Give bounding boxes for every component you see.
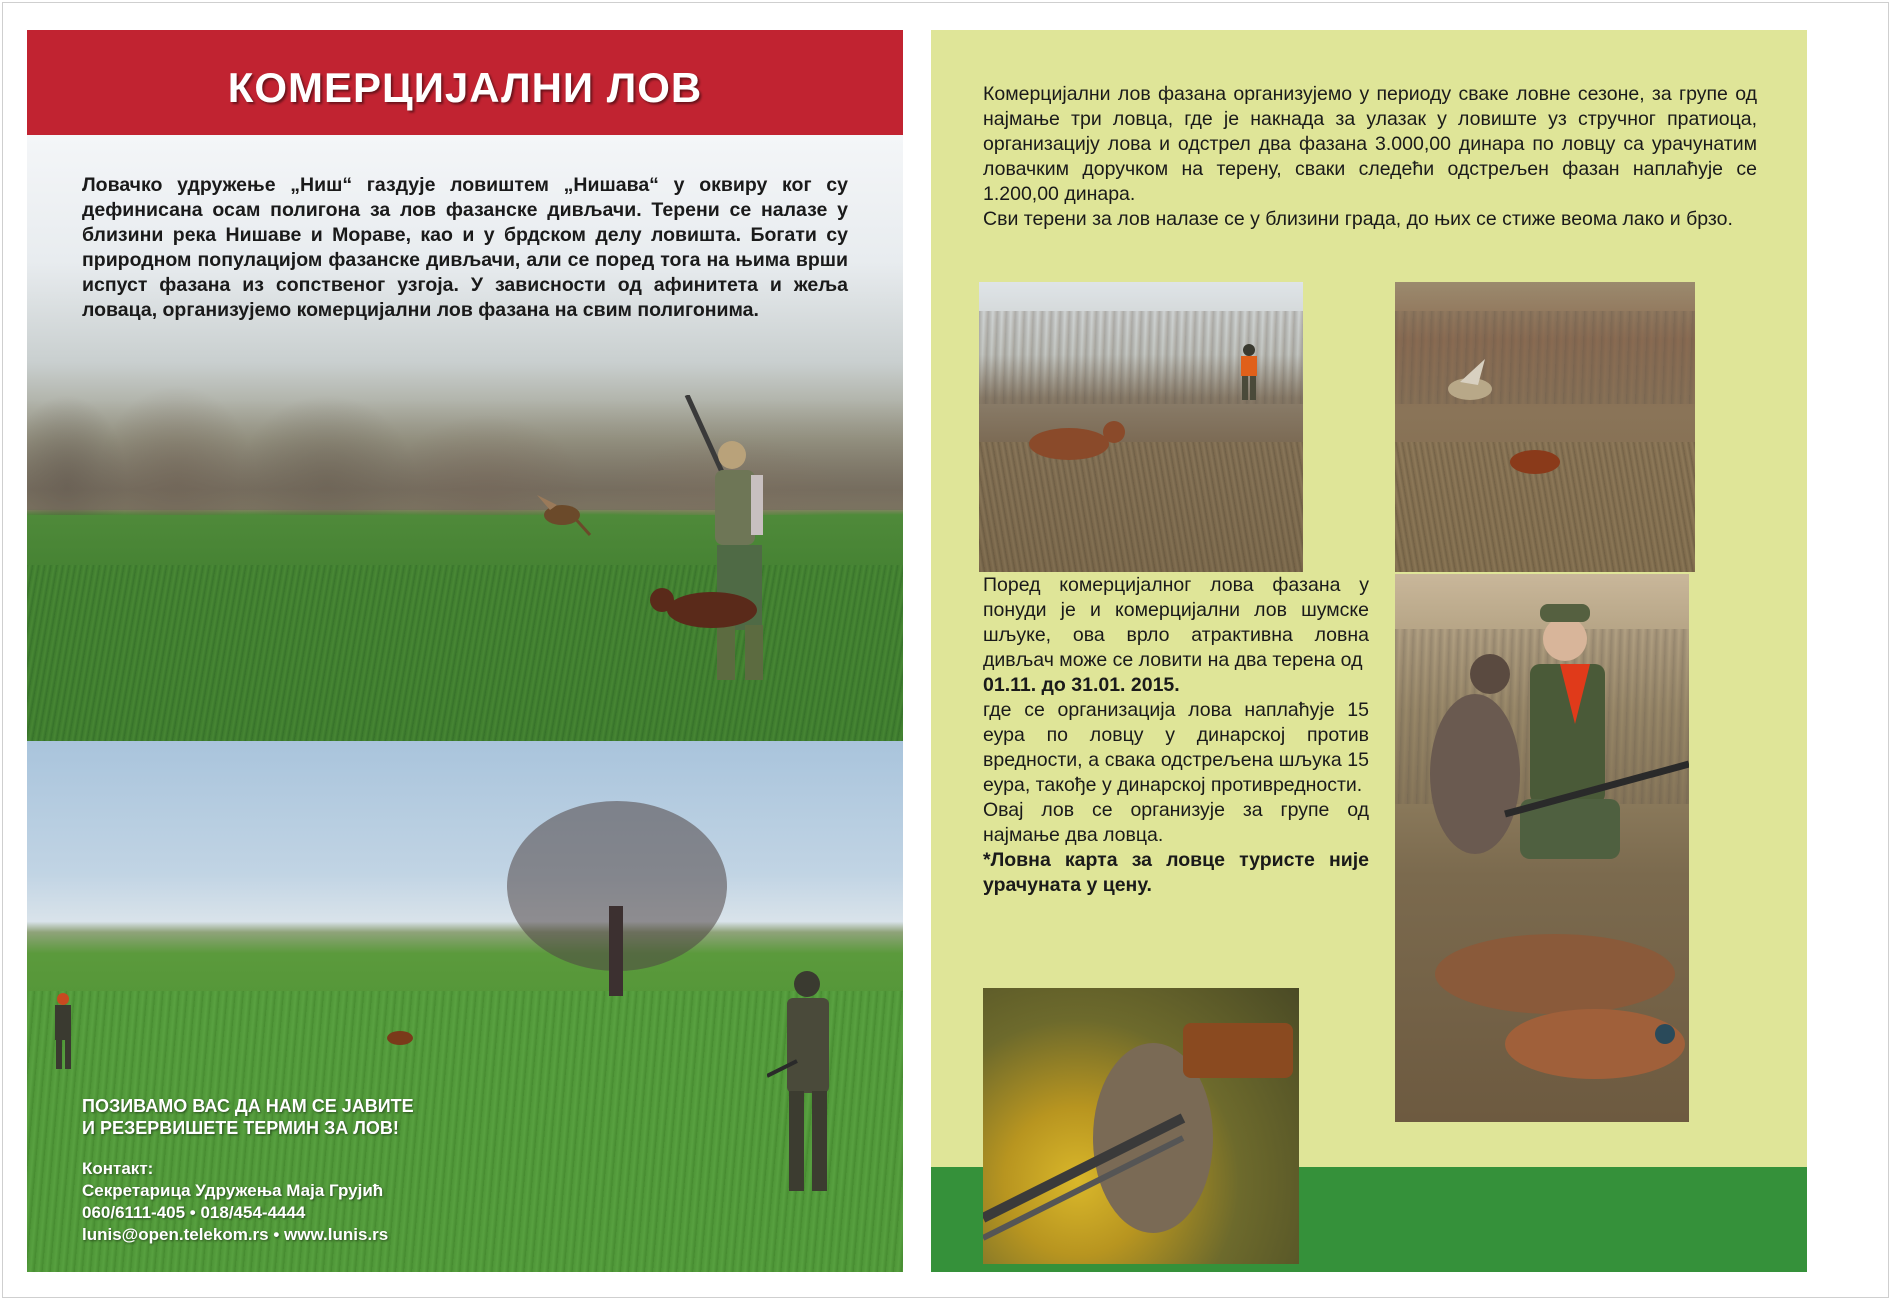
- woodcock-pricing: где се организација лова наплаћује 15 еура по ловцу у динарској против вредности, а свака одстрељена шљука 15 еура, такође у динарској противредности.: [983, 699, 1369, 796]
- hunter-woman-figure: [677, 395, 787, 695]
- right-page: [931, 30, 1807, 1272]
- hunter-man-figure: [767, 966, 842, 1196]
- group-size-note: Овај лов се организује за групе од најмање два ловца.: [983, 799, 1369, 846]
- woodcock-shotgun-scene: [983, 988, 1299, 1264]
- invitation-line-2: И РЕЗЕРВИШЕТЕ ТЕРМИН ЗА ЛОВ!: [82, 1118, 399, 1138]
- contact-phones: 060/6111-405 • 018/454-4444: [82, 1203, 306, 1222]
- woman-hunter-scene: [1395, 574, 1689, 1122]
- contact-heading: Контакт:: [82, 1159, 154, 1178]
- hunting-dog-figure: [627, 575, 767, 645]
- invitation-text: [82, 1095, 542, 1139]
- page-title: КОМЕРЦИЈАЛНИ ЛОВ: [227, 63, 703, 111]
- pointer-dog-figure: [1019, 412, 1129, 472]
- pheasant-flying-figure: [1430, 357, 1510, 417]
- distant-dog-figure: [382, 1026, 417, 1048]
- intro-paragraph: Ловачко удружење „Ниш“ газдује ловиштем „Нишава“ у оквиру ког су дефинисана осам полигона за лов фазанске дивљачи. Терени се налазе у близини река Нишаве и Мораве, као и у брдском делу ловишта. Богати су природном популацијом фазанске дивљачи, али се поред тога на њима врши испуст фазана из сопственог узгоја. У зависности од афинитета и жеља ловаца, организујемо комерцијални лов фазана на свим полигонима.: [82, 174, 848, 321]
- contact-secretary: Секретарица Удружења Маја Грујић: [82, 1181, 384, 1200]
- pricing-paragraph: Комерцијални лов фазана организујемо у периоду сваке ловне сезоне, за групе од најмање три ловца, где је накнада за улазак у ловиште уз стручног пратиоца, организацију лова и одстрел два фазана 3.000,00 динара по ловцу са урачунатим ловачким доручком на терену, сваки следећи одстрељен фазан наплаћује се 1.200,00 динара.: [983, 83, 1757, 205]
- pheasant-hunt-description: [983, 82, 1757, 232]
- spaniel-dog-figure: [1505, 442, 1565, 477]
- contact-email-website: lunis@open.telekom.rs • www.lunis.rs: [82, 1225, 389, 1244]
- invitation-line-1: ПОЗИВАМО ВАС ДА НАМ СЕ ЈАВИТЕ: [82, 1096, 414, 1116]
- hunting-license-note: *Ловна карта за ловце туристе није урачуната у цену.: [983, 849, 1369, 896]
- woodcock-hunt-description: [983, 573, 1369, 898]
- season-dates: 01.11. до 31.01. 2015.: [983, 674, 1180, 696]
- photo-hunter-with-dog: [979, 282, 1303, 572]
- hunter-orange-vest-figure: [1229, 342, 1269, 402]
- left-page: [27, 30, 903, 1272]
- title-banner: [27, 30, 903, 135]
- contact-block: [82, 1158, 542, 1246]
- photo-woman-hunter-with-dog: [1395, 574, 1689, 1122]
- bare-tree-figure: [497, 786, 737, 996]
- distant-hunter-figure: [49, 991, 79, 1071]
- woodcock-intro: Поред комерцијалног лова фазана у понуди је и комерцијални лов шумске шљуке, ова врло атрактивна ловна дивљач може се ловити на два терена од: [983, 574, 1369, 671]
- location-paragraph: Сви терени за лов налазе се у близини града, до њих се стиже веома лако и брзо.: [983, 208, 1733, 230]
- photo-woodcock-and-shotgun: [983, 988, 1299, 1264]
- pheasant-flying-figure: [532, 490, 592, 540]
- photo-pheasant-flushed: [1395, 282, 1695, 572]
